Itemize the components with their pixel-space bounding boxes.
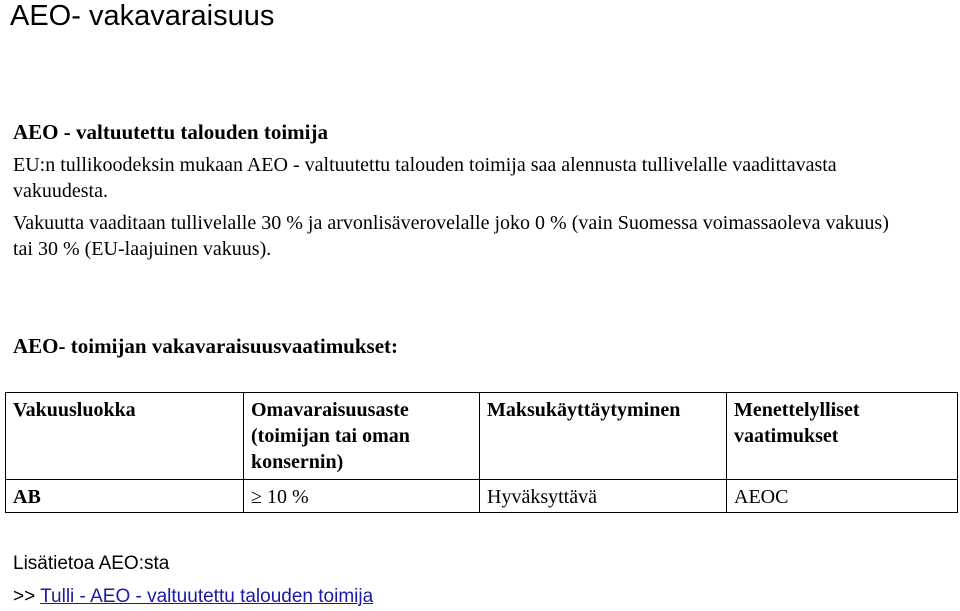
table-row	[6, 480, 958, 513]
cell-vakuusluokka: AB	[6, 480, 244, 513]
more-info-label: Lisätietoa AEO:sta	[13, 553, 170, 574]
paragraph-discount: EU:n tullikoodeksin mukaan AEO - valtuutettu talouden toimija saa alennusta tullivelalle vaadittavasta vakuudesta.	[13, 154, 837, 202]
requirements-table	[5, 392, 958, 513]
tulli-aeo-link[interactable]: Tulli - AEO - valtuutettu talouden toimija	[40, 586, 374, 607]
cell-menettelylliset: AEOC	[727, 480, 958, 513]
table-header-row	[6, 393, 958, 480]
paragraph-guarantee: Vakuutta vaaditaan tullivelalle 30 % ja arvonlisäverovelalle joko 0 % (vain Suomessa voimassaoleva vakuus) tai 30 % (EU-laajuinen vakuus).	[13, 212, 889, 260]
header-maksukayttaytyminen: Maksukäyttäytyminen	[480, 393, 727, 480]
page-title: AEO- vakavaraisuus	[10, 0, 275, 32]
ratio-value: ≥ 10 %	[251, 486, 309, 508]
section-heading-aeo: AEO - valtuutettu talouden toimija	[13, 120, 328, 144]
link-line	[13, 585, 373, 609]
link-prefix: >>	[13, 586, 36, 607]
section-heading-requirements: AEO- toimijan vakavaraisuusvaatimukset:	[13, 334, 399, 358]
cell-maksukayttaytyminen: Hyväksyttävä	[480, 480, 727, 513]
cell-omavaraisuusaste	[244, 480, 480, 513]
header-menettelylliset: Menettelylliset vaatimukset	[727, 393, 958, 480]
header-vakuusluokka: Vakuusluokka	[6, 393, 244, 480]
header-omavaraisuusaste: Omavaraisuusaste (toimijan tai oman konsernin)	[244, 393, 480, 480]
